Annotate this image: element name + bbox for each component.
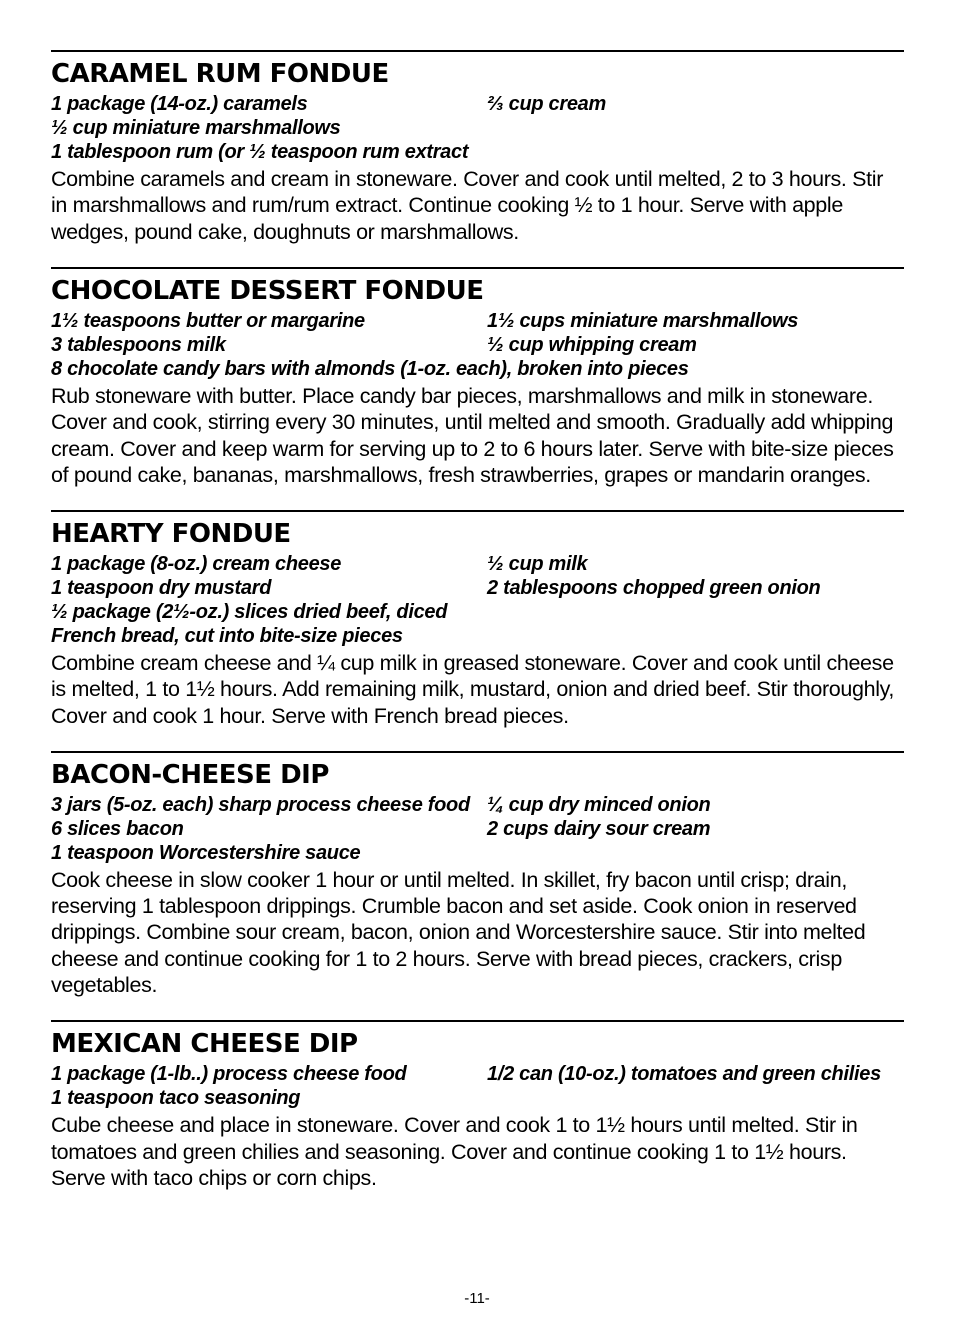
ingredient-list bbox=[51, 552, 904, 648]
ingredient: 1 tablespoon rum (or ½ teaspoon rum extract bbox=[51, 141, 469, 163]
recipe-hearty-fondue bbox=[51, 510, 904, 729]
recipe-title: CARAMEL RUM FONDUE bbox=[51, 59, 389, 89]
ingredient: ¼ cup dry minced onion bbox=[487, 793, 711, 816]
recipe-mexican-cheese-dip bbox=[51, 1020, 904, 1191]
ingredient-list bbox=[51, 793, 904, 865]
recipe-directions: Combine caramels and cream in stoneware. Cover and cook until melted, 2 to 3 hours. Stir in marshmallows and rum/rum extract. Continue cooking ½ to 1 hour. Serve with apple wedges, pound cake, doughnuts or marshmallows. bbox=[51, 167, 884, 244]
recipe-title: BACON-CHEESE DIP bbox=[51, 759, 329, 790]
ingredient: 3 jars (5-oz. each) sharp process cheese food bbox=[51, 793, 470, 816]
ingredient: 1/2 can (10-oz.) tomatoes and green chilies bbox=[487, 1063, 881, 1086]
recipe-title: CHOCOLATE DESSERT FONDUE bbox=[51, 275, 484, 306]
ingredient: 1 teaspoon dry mustard bbox=[51, 576, 272, 599]
recipe-bacon-cheese-dip bbox=[51, 751, 904, 999]
recipe-directions: Combine cream cheese and ¼ cup milk in greased stoneware. Cover and cook until cheese is melted, 1 to 1½ hours. Add remaining milk, mustard, onion and dried beef. Stir thoroughly, Cover and cook 1 hour. Serve with French bread pieces. bbox=[51, 650, 895, 728]
ingredient: 3 tablespoons milk bbox=[51, 333, 226, 356]
ingredient: 1 package (14-oz.) caramels bbox=[51, 93, 308, 115]
ingredient: 1 teaspoon taco seasoning bbox=[51, 1087, 301, 1110]
page-number: -11- bbox=[464, 1290, 490, 1307]
ingredient: French bread, cut into bite-size pieces bbox=[51, 624, 403, 647]
recipe-title: HEARTY FONDUE bbox=[51, 518, 291, 549]
ingredient: 1½ teaspoons butter or margarine bbox=[51, 309, 365, 332]
recipe-directions: Cube cheese and place in stoneware. Cover and cook 1 to 1½ hours until melted. Stir in tomatoes and green chilies and seasoning. Cover and continue cooking 1 to 1½ hours. Serve with taco chips or corn chips. bbox=[51, 1113, 858, 1190]
ingredient: 2 cups dairy sour cream bbox=[487, 817, 711, 840]
ingredient: 6 slices bacon bbox=[51, 817, 184, 840]
recipe-title: MEXICAN CHEESE DIP bbox=[51, 1029, 358, 1060]
recipe-page bbox=[51, 50, 904, 1213]
ingredient-list bbox=[51, 92, 904, 164]
recipe-directions: Rub stoneware with butter. Place candy bar pieces, marshmallows and milk in stoneware. Cover and cook, stirring every 30 minutes, until melted and smooth. Gradually add whipping cream. Cover and keep warm for serving up to 2 to 6 hours later. Serve with bite-size pieces of pound cake, bananas, marshmallows, fresh strawberries, grapes or mandarin oranges. bbox=[51, 383, 894, 487]
recipe-chocolate-dessert-fondue bbox=[51, 267, 904, 489]
ingredient-list bbox=[51, 1062, 904, 1110]
ingredient: ½ cup whipping cream bbox=[487, 333, 697, 356]
ingredient: 1 package (1-lb..) process cheese food bbox=[51, 1063, 407, 1086]
ingredient: 1½ cups miniature marshmallows bbox=[487, 309, 799, 332]
ingredient: 2 tablespoons chopped green onion bbox=[487, 576, 821, 599]
recipe-directions: Cook cheese in slow cooker 1 hour or until melted. In skillet, fry bacon until crisp; drain, reserving 1 tablespoon drippings. Crumble bacon and set aside. Cook onion in reserved drippings. Combine sour cream, bacon, onion and Worcestershire sauce. Stir into melted cheese and continue cooking for 1 to 2 hours. Serve with bread pieces, crackers, crisp vegetables. bbox=[51, 867, 866, 998]
ingredient: 8 chocolate candy bars with almonds (1-oz. each), broken into pieces bbox=[51, 357, 689, 380]
ingredient: ½ cup miniature marshmallows bbox=[51, 117, 341, 139]
ingredient: ⅔ cup cream bbox=[487, 93, 606, 115]
recipe-caramel-rum-fondue bbox=[51, 50, 904, 245]
ingredient: 1 package (8-oz.) cream cheese bbox=[51, 552, 342, 575]
ingredient: ½ cup milk bbox=[487, 552, 588, 575]
ingredient-list bbox=[51, 309, 904, 381]
ingredient: 1 teaspoon Worcestershire sauce bbox=[51, 841, 361, 864]
ingredient: ½ package (2½-oz.) slices dried beef, diced bbox=[51, 600, 448, 623]
